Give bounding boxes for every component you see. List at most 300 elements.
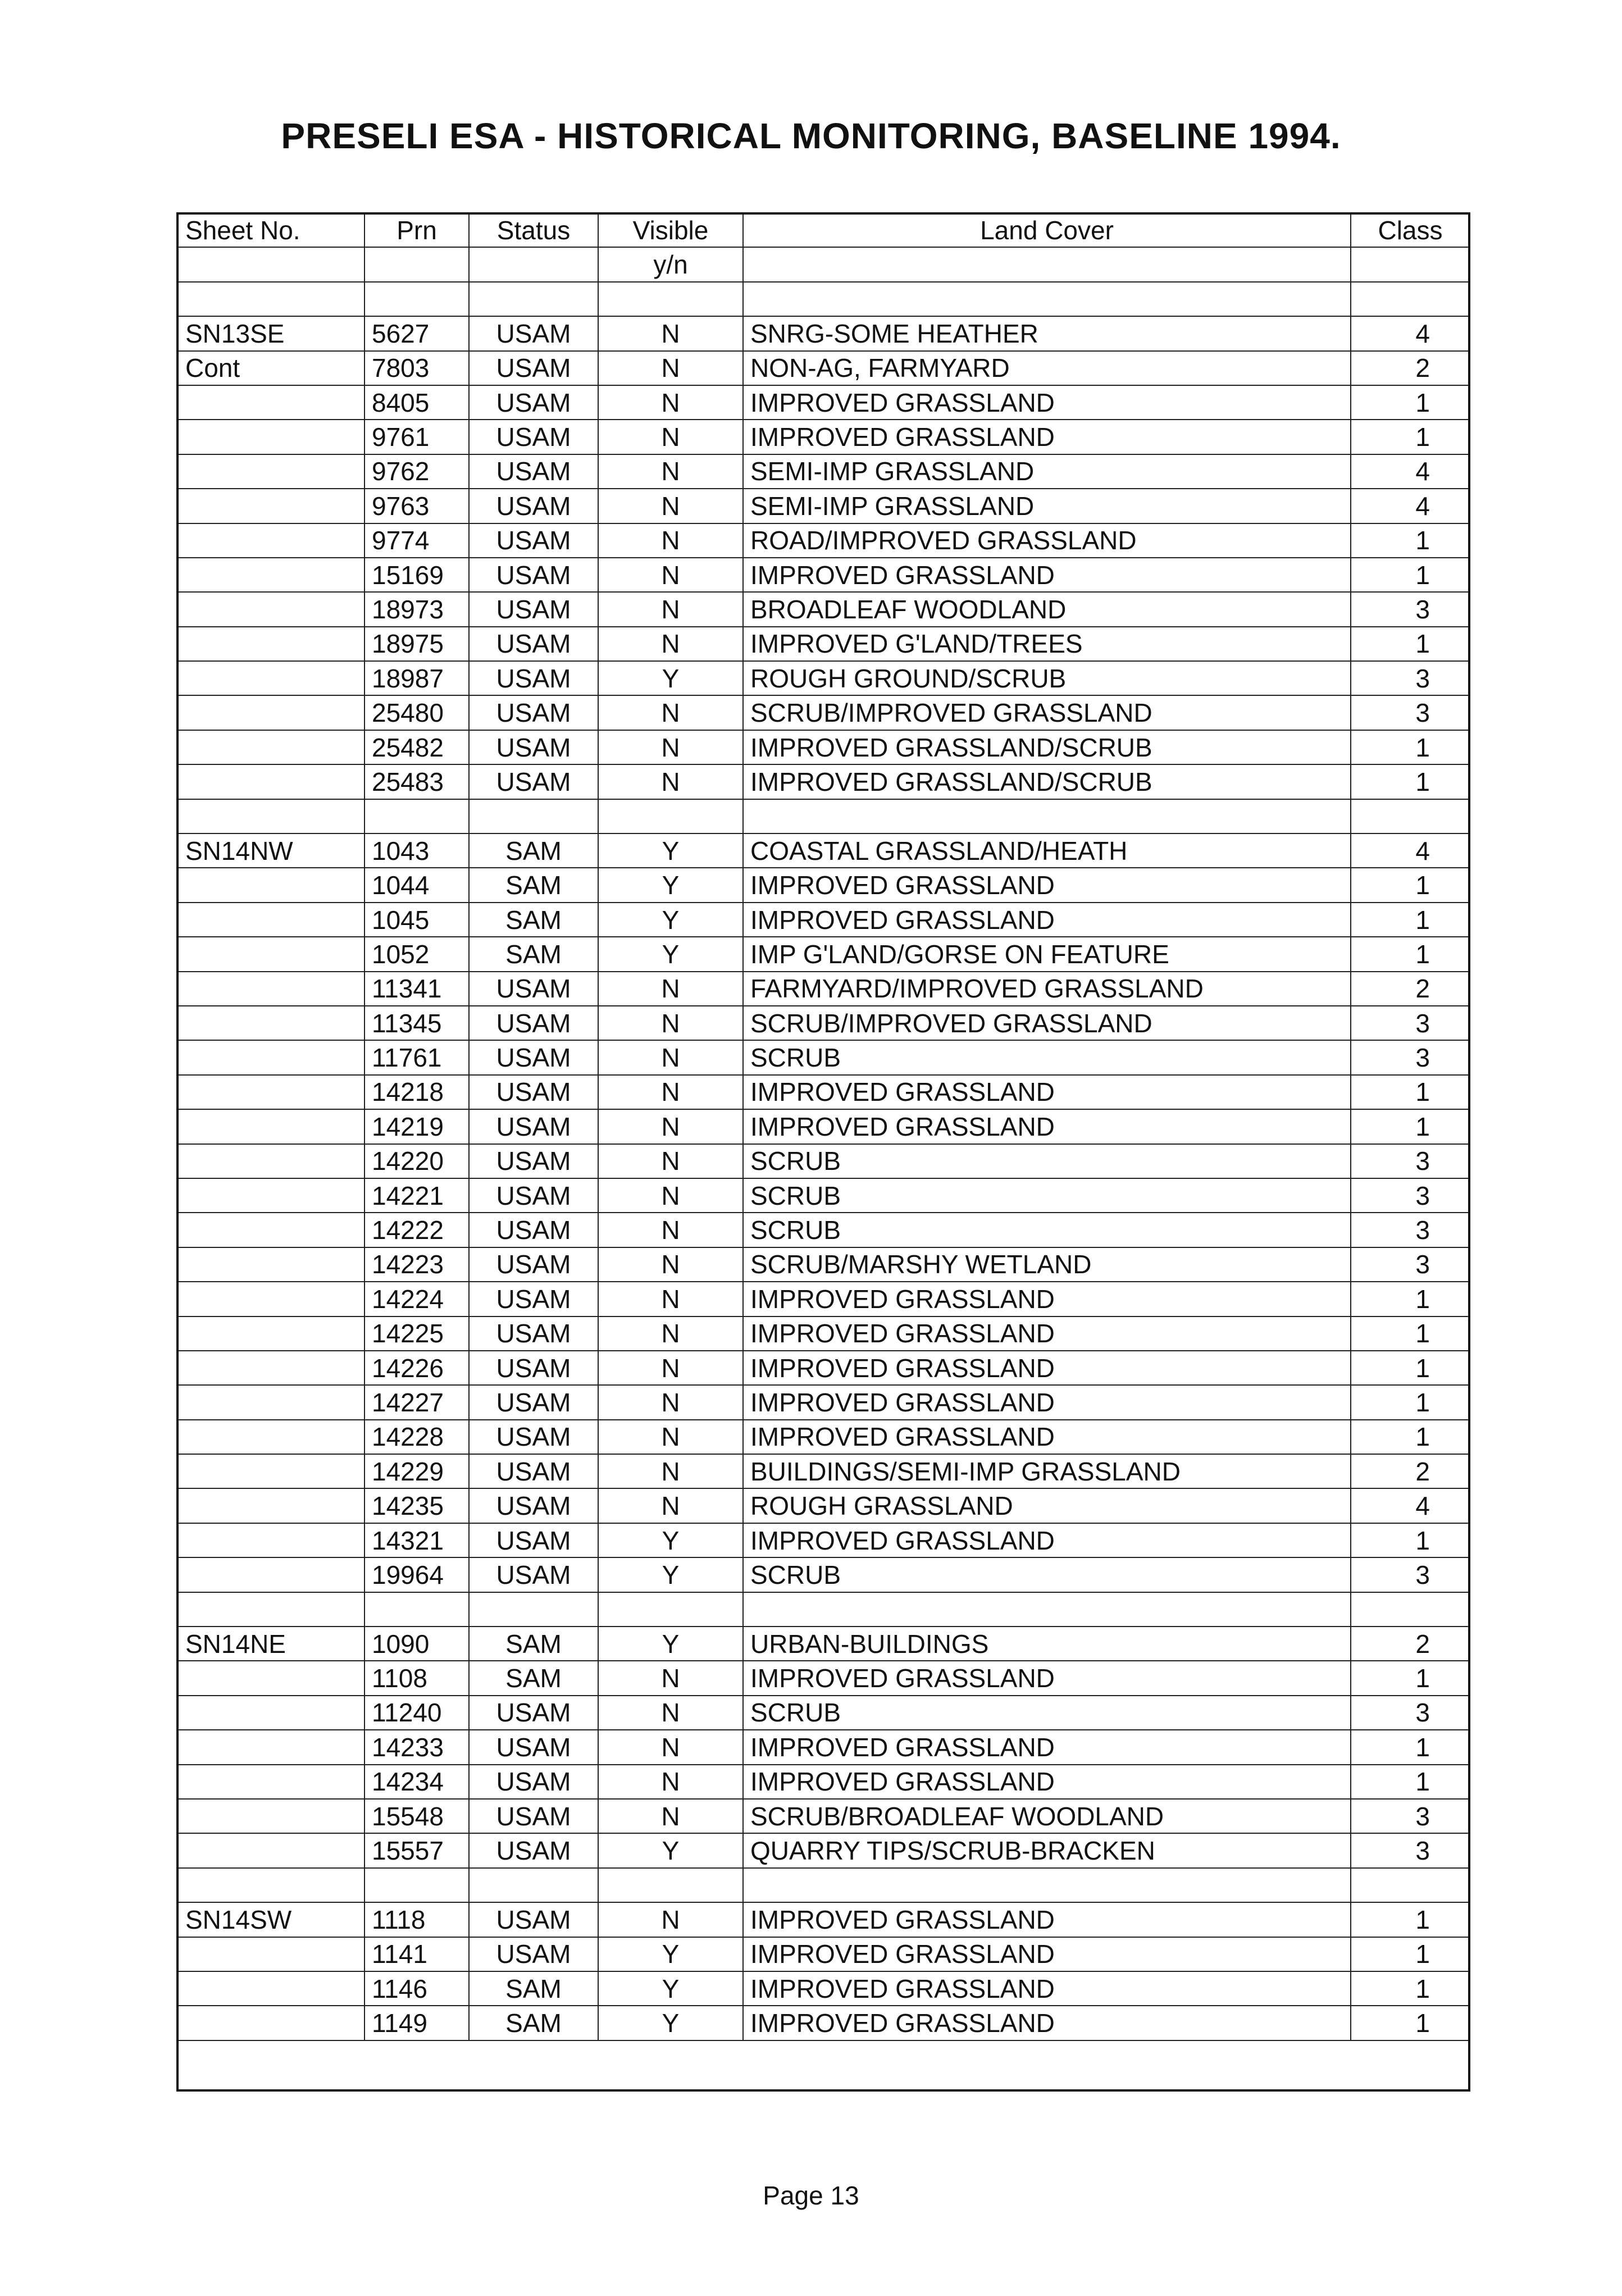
prn-cell: 1141: [365, 1937, 469, 1971]
table-row: [178, 592, 1470, 626]
status-cell: SAM: [469, 903, 598, 937]
visible-cell: N: [598, 1385, 743, 1419]
status-cell: USAM: [469, 385, 598, 420]
sheet-cell: [178, 1971, 365, 2006]
status-cell: USAM: [469, 1937, 598, 1971]
status-cell: SAM: [469, 2006, 598, 2040]
table-row: [178, 420, 1470, 454]
class-cell: 3: [1351, 592, 1470, 626]
sheet-cell: [178, 1799, 365, 1833]
prn-cell: 14228: [365, 1420, 469, 1454]
prn-cell: 5627: [365, 316, 469, 350]
status-cell: USAM: [469, 695, 598, 730]
status-cell: USAM: [469, 1351, 598, 1385]
sheet-cell: [178, 1557, 365, 1592]
visible-cell: N: [598, 1282, 743, 1316]
status-cell: USAM: [469, 1144, 598, 1178]
visible-cell: N: [598, 385, 743, 420]
visible-cell: N: [598, 1696, 743, 1730]
land-cover-cell: ROUGH GROUND/SCRUB: [743, 661, 1351, 695]
sheet-cell: [178, 1006, 365, 1040]
class-cell: 2: [1351, 972, 1470, 1006]
status-cell: USAM: [469, 558, 598, 592]
visible-cell: [598, 1868, 743, 1902]
sheet-cell: [178, 868, 365, 902]
table-row: [178, 1420, 1470, 1454]
land-cover-cell: [743, 1592, 1351, 1627]
prn-cell: 14218: [365, 1075, 469, 1109]
sheet-cell: [178, 1420, 365, 1454]
table-row: [178, 1144, 1470, 1178]
status-cell: SAM: [469, 1627, 598, 1661]
table-row: [178, 972, 1470, 1006]
visible-cell: N: [598, 1075, 743, 1109]
table-row: [178, 1868, 1470, 1902]
prn-cell: 1118: [365, 1902, 469, 1937]
status-cell: USAM: [469, 1247, 598, 1282]
prn-cell: 14226: [365, 1351, 469, 1385]
status-cell: USAM: [469, 627, 598, 661]
table-row: [178, 1488, 1470, 1523]
table-row: [178, 1247, 1470, 1282]
header-sub-empty: [469, 247, 598, 281]
table-row: [178, 868, 1470, 902]
prn-cell: [365, 799, 469, 833]
status-cell: USAM: [469, 1488, 598, 1523]
prn-cell: 11761: [365, 1040, 469, 1074]
land-cover-cell: BROADLEAF WOODLAND: [743, 592, 1351, 626]
class-cell: 1: [1351, 1661, 1470, 1695]
prn-cell: 14224: [365, 1282, 469, 1316]
table-row: [178, 1765, 1470, 1799]
status-cell: SAM: [469, 1661, 598, 1695]
status-cell: USAM: [469, 1178, 598, 1213]
visible-cell: Y: [598, 1937, 743, 1971]
prn-cell: 18973: [365, 592, 469, 626]
visible-cell: N: [598, 1730, 743, 1764]
prn-cell: 9774: [365, 523, 469, 558]
status-cell: USAM: [469, 730, 598, 764]
status-cell: USAM: [469, 351, 598, 385]
class-cell: 1: [1351, 764, 1470, 799]
prn-cell: 25480: [365, 695, 469, 730]
sheet-cell: Cont: [178, 351, 365, 385]
status-cell: USAM: [469, 1006, 598, 1040]
sheet-cell: SN13SE: [178, 316, 365, 350]
prn-cell: 18975: [365, 627, 469, 661]
prn-cell: [365, 1868, 469, 1902]
land-cover-cell: IMPROVED GRASSLAND: [743, 1282, 1351, 1316]
visible-cell: N: [598, 1247, 743, 1282]
class-cell: 1: [1351, 1282, 1470, 1316]
land-cover-cell: SCRUB/BROADLEAF WOODLAND: [743, 1799, 1351, 1833]
page-title: PRESELI ESA - HISTORICAL MONITORING, BASELINE 1994.: [281, 116, 1341, 156]
table-row: [178, 1006, 1470, 1040]
land-cover-cell: IMPROVED GRASSLAND/SCRUB: [743, 764, 1351, 799]
prn-cell: 14219: [365, 1109, 469, 1144]
visible-cell: [598, 282, 743, 316]
table-row: [178, 1523, 1470, 1557]
class-cell: 1: [1351, 523, 1470, 558]
table-row: [178, 1109, 1470, 1144]
class-cell: 1: [1351, 1937, 1470, 1971]
table-row: [178, 1937, 1470, 1971]
prn-cell: 1108: [365, 1661, 469, 1695]
table-row: [178, 1040, 1470, 1074]
sheet-cell: [178, 1454, 365, 1488]
prn-cell: 14233: [365, 1730, 469, 1764]
visible-cell: N: [598, 1765, 743, 1799]
visible-cell: N: [598, 351, 743, 385]
visible-cell: Y: [598, 1557, 743, 1592]
prn-cell: 14223: [365, 1247, 469, 1282]
class-cell: 3: [1351, 1040, 1470, 1074]
land-cover-cell: IMPROVED GRASSLAND: [743, 1316, 1351, 1351]
sheet-cell: [178, 799, 365, 833]
sheet-cell: [178, 1696, 365, 1730]
sheet-cell: [178, 523, 365, 558]
land-cover-cell: SEMI-IMP GRASSLAND: [743, 454, 1351, 489]
status-cell: USAM: [469, 1316, 598, 1351]
table-row: [178, 1799, 1470, 1833]
sheet-cell: [178, 937, 365, 971]
visible-cell: Y: [598, 903, 743, 937]
visible-cell: N: [598, 1006, 743, 1040]
status-cell: USAM: [469, 764, 598, 799]
sheet-cell: [178, 1351, 365, 1385]
prn-cell: 14235: [365, 1488, 469, 1523]
land-cover-cell: SCRUB: [743, 1144, 1351, 1178]
land-cover-cell: SEMI-IMP GRASSLAND: [743, 489, 1351, 523]
header-sheet-no: Sheet No.: [178, 213, 365, 247]
status-cell: USAM: [469, 1420, 598, 1454]
land-cover-cell: IMPROVED GRASSLAND/SCRUB: [743, 730, 1351, 764]
prn-cell: 14234: [365, 1765, 469, 1799]
header-land-cover: Land Cover: [743, 213, 1351, 247]
status-cell: [469, 282, 598, 316]
visible-cell: N: [598, 1420, 743, 1454]
status-cell: USAM: [469, 1799, 598, 1833]
sheet-cell: [178, 1040, 365, 1074]
class-cell: 1: [1351, 1902, 1470, 1937]
sheet-cell: [178, 1868, 365, 1902]
visible-cell: Y: [598, 1971, 743, 2006]
land-cover-cell: IMPROVED GRASSLAND: [743, 1730, 1351, 1764]
status-cell: USAM: [469, 1902, 598, 1937]
table-row: [178, 661, 1470, 695]
class-cell: 1: [1351, 903, 1470, 937]
table-row: [178, 1833, 1470, 1867]
land-cover-cell: IMPROVED GRASSLAND: [743, 1075, 1351, 1109]
sheet-cell: [178, 1109, 365, 1144]
table-row: [178, 764, 1470, 799]
prn-cell: 25482: [365, 730, 469, 764]
land-cover-cell: SCRUB: [743, 1040, 1351, 1074]
status-cell: USAM: [469, 1765, 598, 1799]
class-cell: 3: [1351, 1247, 1470, 1282]
land-cover-cell: IMPROVED GRASSLAND: [743, 1109, 1351, 1144]
status-cell: USAM: [469, 972, 598, 1006]
visible-cell: N: [598, 1488, 743, 1523]
header-sub-empty: [365, 247, 469, 281]
table-row: [178, 489, 1470, 523]
status-cell: USAM: [469, 661, 598, 695]
class-cell: 1: [1351, 1765, 1470, 1799]
prn-cell: 14221: [365, 1178, 469, 1213]
prn-cell: 14321: [365, 1523, 469, 1557]
class-cell: 3: [1351, 1557, 1470, 1592]
land-cover-cell: [743, 282, 1351, 316]
land-cover-cell: QUARRY TIPS/SCRUB-BRACKEN: [743, 1833, 1351, 1867]
table-row: [178, 1178, 1470, 1213]
class-cell: 1: [1351, 1075, 1470, 1109]
sheet-cell: [178, 1661, 365, 1695]
visible-cell: N: [598, 523, 743, 558]
prn-cell: [365, 282, 469, 316]
class-cell: 1: [1351, 1385, 1470, 1419]
class-cell: 3: [1351, 1213, 1470, 1247]
sheet-cell: [178, 695, 365, 730]
status-cell: [469, 799, 598, 833]
class-cell: 1: [1351, 558, 1470, 592]
land-cover-cell: IMPROVED GRASSLAND: [743, 1523, 1351, 1557]
status-cell: USAM: [469, 420, 598, 454]
sheet-cell: [178, 1385, 365, 1419]
table-row: [178, 558, 1470, 592]
class-cell: [1351, 1868, 1470, 1902]
table-row: [178, 1971, 1470, 2006]
status-cell: USAM: [469, 592, 598, 626]
land-cover-cell: IMPROVED GRASSLAND: [743, 1420, 1351, 1454]
land-cover-cell: SCRUB/IMPROVED GRASSLAND: [743, 695, 1351, 730]
class-cell: 3: [1351, 1799, 1470, 1833]
sheet-cell: [178, 764, 365, 799]
sheet-cell: [178, 1833, 365, 1867]
land-cover-cell: IMPROVED GRASSLAND: [743, 1351, 1351, 1385]
visible-cell: N: [598, 1316, 743, 1351]
table-row: [178, 833, 1470, 868]
prn-cell: 1052: [365, 937, 469, 971]
land-cover-cell: ROAD/IMPROVED GRASSLAND: [743, 523, 1351, 558]
header-visible-sub: y/n: [598, 247, 743, 281]
class-cell: [1351, 1592, 1470, 1627]
land-cover-cell: FARMYARD/IMPROVED GRASSLAND: [743, 972, 1351, 1006]
sheet-cell: SN14SW: [178, 1902, 365, 1937]
land-cover-cell: SCRUB/MARSHY WETLAND: [743, 1247, 1351, 1282]
prn-cell: 19964: [365, 1557, 469, 1592]
prn-cell: [365, 1592, 469, 1627]
prn-cell: 1149: [365, 2006, 469, 2040]
land-cover-cell: SCRUB: [743, 1696, 1351, 1730]
land-cover-cell: [743, 799, 1351, 833]
land-cover-cell: IMP G'LAND/GORSE ON FEATURE: [743, 937, 1351, 971]
prn-cell: 1043: [365, 833, 469, 868]
visible-cell: Y: [598, 661, 743, 695]
class-cell: 3: [1351, 661, 1470, 695]
land-cover-cell: IMPROVED GRASSLAND: [743, 1661, 1351, 1695]
class-cell: 1: [1351, 627, 1470, 661]
prn-cell: 18987: [365, 661, 469, 695]
sheet-cell: [178, 1247, 365, 1282]
prn-cell: 14227: [365, 1385, 469, 1419]
visible-cell: N: [598, 730, 743, 764]
sheet-cell: [178, 592, 365, 626]
table-row: [178, 1557, 1470, 1592]
header-status: Status: [469, 213, 598, 247]
prn-cell: 9761: [365, 420, 469, 454]
prn-cell: 1045: [365, 903, 469, 937]
visible-cell: Y: [598, 1833, 743, 1867]
visible-cell: N: [598, 1178, 743, 1213]
table-row: [178, 2006, 1470, 2040]
sheet-cell: [178, 420, 365, 454]
header-sub-empty: [743, 247, 1351, 281]
visible-cell: Y: [598, 1523, 743, 1557]
status-cell: USAM: [469, 454, 598, 489]
sheet-cell: SN14NE: [178, 1627, 365, 1661]
class-cell: 1: [1351, 730, 1470, 764]
prn-cell: 25483: [365, 764, 469, 799]
visible-cell: Y: [598, 2006, 743, 2040]
land-cover-cell: IMPROVED GRASSLAND: [743, 558, 1351, 592]
prn-cell: 14229: [365, 1454, 469, 1488]
page-number: Page 13: [763, 2181, 859, 2210]
prn-cell: 1146: [365, 1971, 469, 2006]
prn-cell: 14220: [365, 1144, 469, 1178]
sheet-cell: [178, 1178, 365, 1213]
prn-cell: 15557: [365, 1833, 469, 1867]
visible-cell: N: [598, 420, 743, 454]
table-row: [178, 523, 1470, 558]
table-row: [178, 627, 1470, 661]
sheet-cell: [178, 1730, 365, 1764]
table-row: [178, 1696, 1470, 1730]
status-cell: USAM: [469, 1213, 598, 1247]
land-cover-cell: SCRUB: [743, 1178, 1351, 1213]
class-cell: 3: [1351, 1006, 1470, 1040]
table-row: [178, 903, 1470, 937]
class-cell: 2: [1351, 1454, 1470, 1488]
prn-cell: 11240: [365, 1696, 469, 1730]
table-row: [178, 351, 1470, 385]
land-cover-cell: IMPROVED GRASSLAND: [743, 385, 1351, 420]
header-row: [178, 213, 1470, 247]
status-cell: USAM: [469, 1075, 598, 1109]
header-prn: Prn: [365, 213, 469, 247]
visible-cell: N: [598, 627, 743, 661]
sheet-cell: [178, 730, 365, 764]
land-cover-cell: IMPROVED GRASSLAND: [743, 903, 1351, 937]
status-cell: USAM: [469, 489, 598, 523]
table-row: [178, 1213, 1470, 1247]
header-sub-empty: [178, 247, 365, 281]
status-cell: [469, 1592, 598, 1627]
prn-cell: 11341: [365, 972, 469, 1006]
sheet-cell: [178, 1144, 365, 1178]
visible-cell: N: [598, 592, 743, 626]
land-cover-cell: SNRG-SOME HEATHER: [743, 316, 1351, 350]
table-row: [178, 695, 1470, 730]
status-cell: USAM: [469, 1696, 598, 1730]
table-row: [178, 1627, 1470, 1661]
visible-cell: N: [598, 489, 743, 523]
sheet-cell: [178, 1282, 365, 1316]
status-cell: USAM: [469, 1523, 598, 1557]
class-cell: 1: [1351, 385, 1470, 420]
status-cell: USAM: [469, 1833, 598, 1867]
visible-cell: N: [598, 1040, 743, 1074]
table-row: [178, 1385, 1470, 1419]
sheet-cell: [178, 1765, 365, 1799]
sheet-cell: [178, 454, 365, 489]
status-cell: SAM: [469, 1971, 598, 2006]
prn-cell: 11345: [365, 1006, 469, 1040]
monitoring-table: [177, 212, 1470, 2041]
class-cell: [1351, 282, 1470, 316]
table-row: [178, 1454, 1470, 1488]
table-row: [178, 1902, 1470, 1937]
sheet-cell: [178, 558, 365, 592]
visible-cell: N: [598, 695, 743, 730]
visible-cell: N: [598, 558, 743, 592]
land-cover-cell: IMPROVED G'LAND/TREES: [743, 627, 1351, 661]
visible-cell: N: [598, 316, 743, 350]
class-cell: 3: [1351, 1833, 1470, 1867]
visible-cell: Y: [598, 1627, 743, 1661]
class-cell: 4: [1351, 1488, 1470, 1523]
land-cover-cell: IMPROVED GRASSLAND: [743, 1902, 1351, 1937]
class-cell: 4: [1351, 489, 1470, 523]
land-cover-cell: IMPROVED GRASSLAND: [743, 1971, 1351, 2006]
land-cover-cell: SCRUB: [743, 1557, 1351, 1592]
table-row: [178, 799, 1470, 833]
prn-cell: 8405: [365, 385, 469, 420]
class-cell: 1: [1351, 2006, 1470, 2040]
visible-cell: N: [598, 1351, 743, 1385]
visible-cell: N: [598, 1109, 743, 1144]
table-row: [178, 937, 1470, 971]
visible-cell: N: [598, 1144, 743, 1178]
class-cell: 1: [1351, 937, 1470, 971]
visible-cell: N: [598, 1213, 743, 1247]
prn-cell: 14225: [365, 1316, 469, 1351]
prn-cell: 9763: [365, 489, 469, 523]
table-row: [178, 1075, 1470, 1109]
visible-cell: Y: [598, 937, 743, 971]
status-cell: [469, 1868, 598, 1902]
sheet-cell: [178, 1937, 365, 1971]
status-cell: SAM: [469, 833, 598, 868]
status-cell: SAM: [469, 868, 598, 902]
visible-cell: N: [598, 454, 743, 489]
class-cell: 1: [1351, 868, 1470, 902]
class-cell: 2: [1351, 351, 1470, 385]
sheet-cell: [178, 627, 365, 661]
status-cell: USAM: [469, 1109, 598, 1144]
table-row: [178, 1316, 1470, 1351]
land-cover-cell: BUILDINGS/SEMI-IMP GRASSLAND: [743, 1454, 1351, 1488]
status-cell: USAM: [469, 1730, 598, 1764]
sheet-cell: [178, 661, 365, 695]
land-cover-cell: ROUGH GRASSLAND: [743, 1488, 1351, 1523]
class-cell: 1: [1351, 1523, 1470, 1557]
class-cell: 3: [1351, 1144, 1470, 1178]
table-row: [178, 1282, 1470, 1316]
header-class: Class: [1351, 213, 1470, 247]
class-cell: 1: [1351, 1730, 1470, 1764]
visible-cell: N: [598, 1799, 743, 1833]
status-cell: USAM: [469, 523, 598, 558]
